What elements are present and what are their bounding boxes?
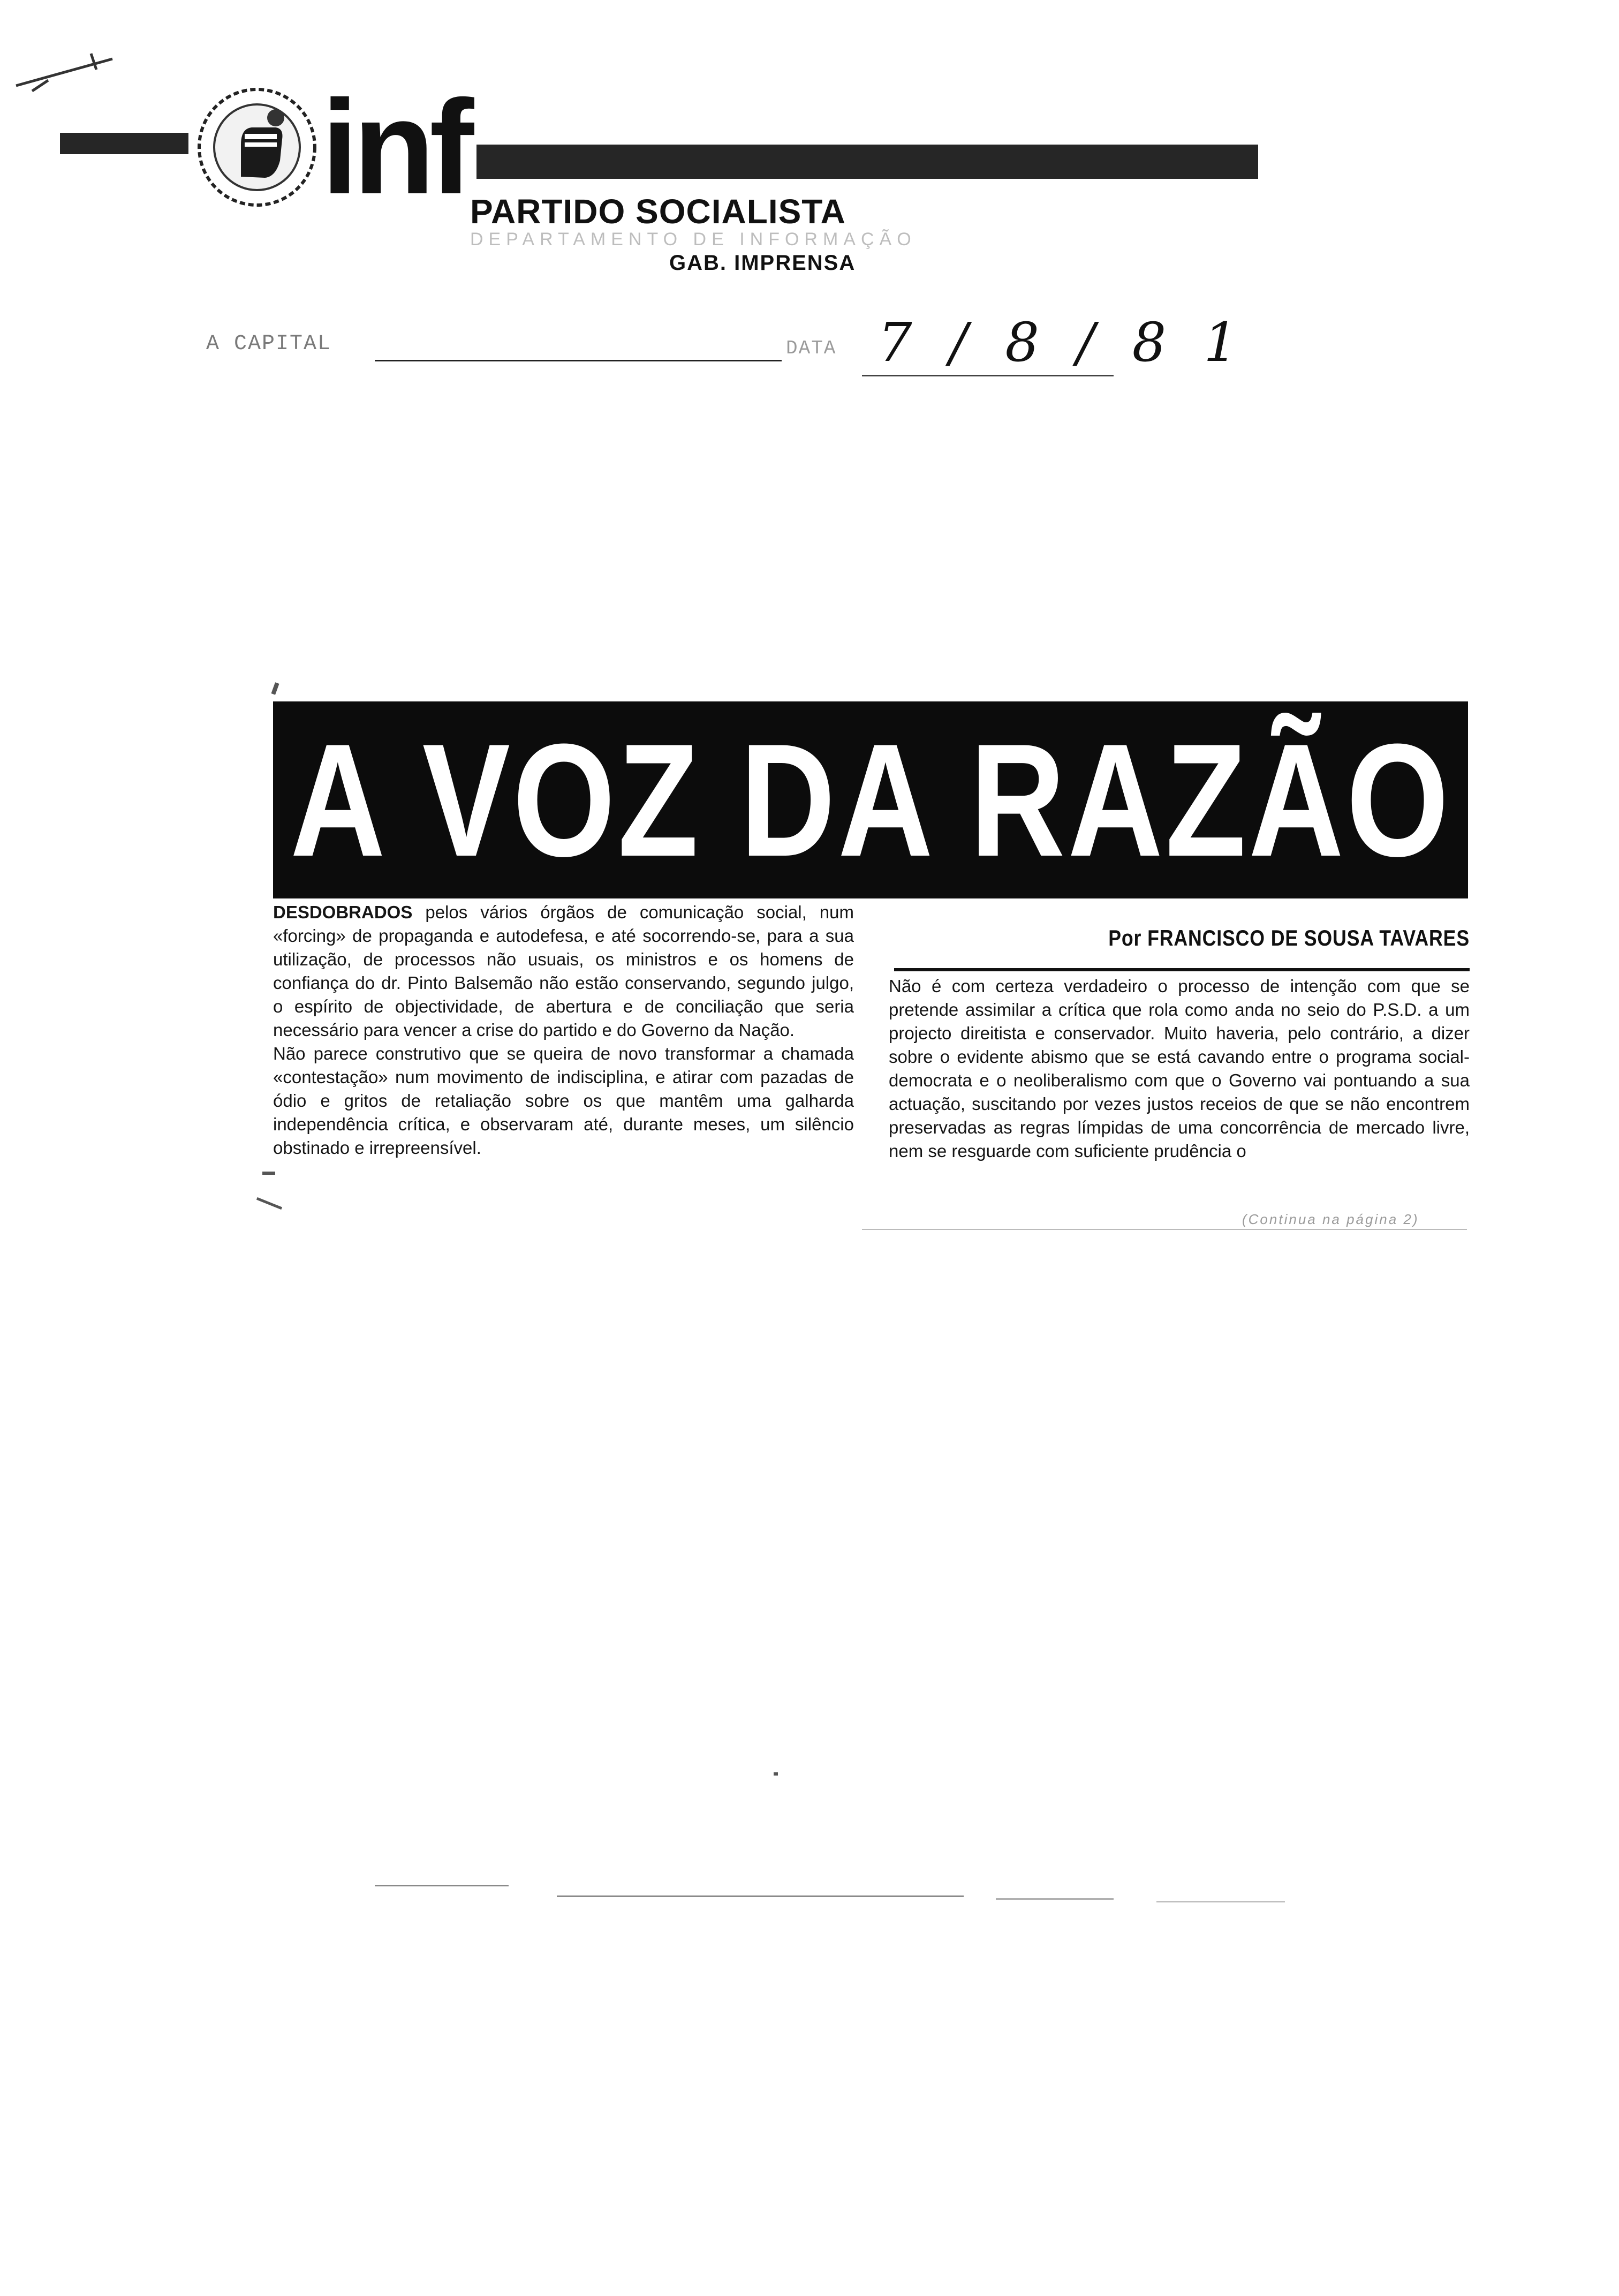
byline: Por FRANCISCO DE SOUSA TAVARES — [1108, 925, 1470, 950]
faint-rule — [1156, 1901, 1285, 1902]
paragraph-1 — [273, 901, 854, 1042]
ink-speck — [262, 1172, 275, 1175]
byline-rule — [894, 968, 1470, 971]
header-bar-left — [60, 133, 188, 154]
article-right-column — [889, 975, 1470, 1163]
pen-mark-icon — [11, 48, 118, 107]
handwritten-date: 7/8/81 — [878, 311, 1275, 374]
inf-logo: inf — [321, 72, 469, 222]
department-name: DEPARTAMENTO DE INFORMAÇÃO — [470, 229, 917, 250]
party-name: PARTIDO SOCIALISTA — [470, 192, 846, 231]
ink-speck — [271, 682, 279, 694]
faint-rule — [375, 1885, 509, 1886]
lead-word: DESDOBRADOS — [273, 902, 413, 922]
paragraph-2: Não parece construtivo que se queira de novo transformar a chamada «contestação» num movimento de indisciplina, e atirar com pazadas de ódio e gritos de retaliação sobre os que mantêm uma galharda independência crítica, e observaram até, durante meses, um silêncio obstinado e irrepreensível. — [273, 1044, 854, 1158]
date-label: DATA — [786, 337, 837, 359]
source-label: A CAPITAL — [206, 332, 332, 356]
faint-rule — [557, 1895, 964, 1897]
continued-rule — [862, 1229, 1467, 1230]
paragraph-1-text: pelos vários órgãos de comunicação social, num «forcing» de propaganda e autodefesa, e até socorrendo-se, para a sua utilização, de processos não usuais, os ministros e os homens de confiança do dr. Pinto Balsemão não estão conservando, segundo julgo, o espírito de objectividade, de abertura e de conciliação que seria necessário para vencer a crise do partido e do Governo da Nação. — [273, 902, 854, 1040]
fist-rose-emblem-icon — [195, 86, 319, 209]
date-underline — [862, 375, 1114, 376]
continued-note: (Continua na página 2) — [1242, 1211, 1419, 1227]
press-office: GAB. IMPRENSA — [669, 251, 856, 275]
headline: A VOZ DA RAZÃO — [290, 710, 1451, 890]
faint-rule — [996, 1898, 1114, 1900]
header-bar-right — [476, 145, 1258, 179]
source-underline — [375, 360, 782, 361]
ink-speck — [256, 1197, 282, 1210]
ink-speck — [774, 1772, 778, 1776]
article-left-column — [273, 901, 854, 1160]
paragraph-3: Não é com certeza verdadeiro o processo de intenção com que se pretende assimilar a crítica que rola como anda no seio do P.S.D. a um projecto direitista e conservador. Muito haveria, pelo contrário, a dizer sobre o evidente abismo que se está cavando entre o programa social-democrata e o neoliberalismo com que o Governo vai pontuando a sua actuação, suscitando por vezes justos receios de que se não encontrem preservadas as regras límpidas de uma concorrência de mercado livre, nem se resguarde com suficiente prudência o — [889, 976, 1470, 1161]
headline-banner — [273, 701, 1468, 898]
